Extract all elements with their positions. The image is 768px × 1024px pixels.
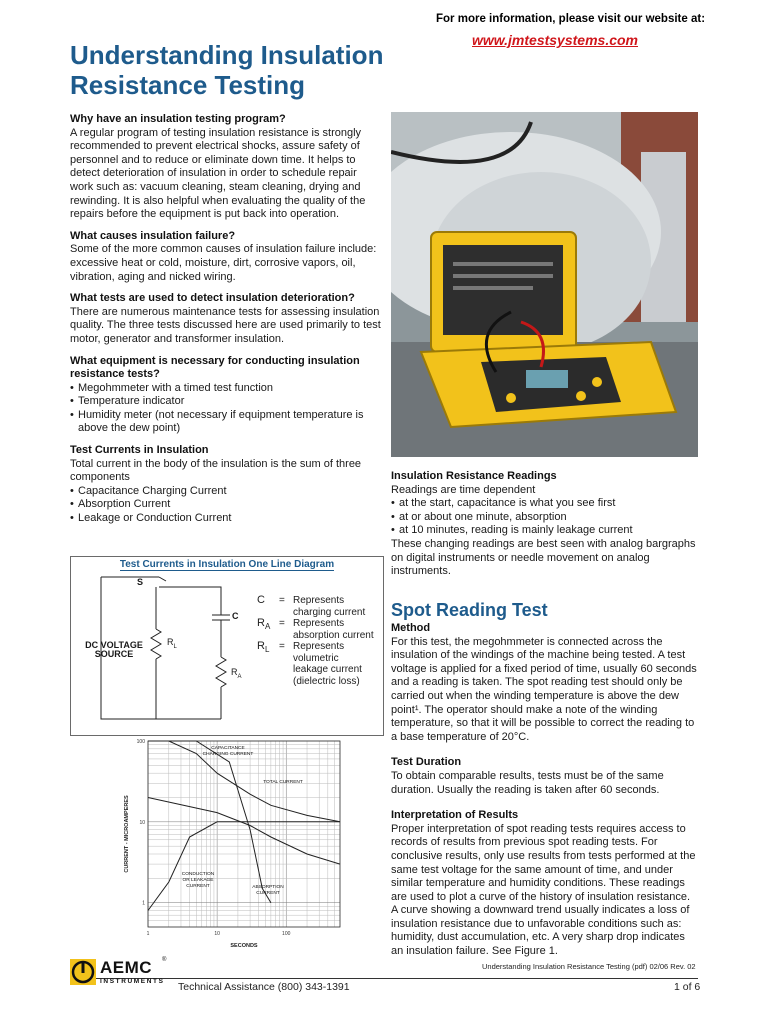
photo-illustration (391, 112, 698, 457)
list-item: • Absorption Current (70, 498, 382, 512)
y-tick-label: 1 (142, 900, 145, 907)
chart-annotation: CURRENT (186, 884, 210, 889)
page-number: 1 of 6 (674, 981, 701, 993)
logo-name: AEMC (100, 958, 153, 977)
c-label: C (232, 611, 239, 621)
section-heading: Why have an insulation testing program? (70, 113, 286, 125)
list-item: • Capacitance Charging Current (70, 485, 382, 499)
legend-row: C = Represents charging current (257, 594, 366, 618)
page-title-line-2: Resistance Testing (70, 70, 306, 100)
dc-source-line-2: SOURCE (94, 649, 134, 659)
x-tick-label: 10 (214, 931, 220, 937)
switch-label: S (137, 577, 144, 587)
dc-source-label (79, 641, 149, 659)
left-column (70, 113, 382, 534)
section-body: A regular program of testing insulation resistance is strongly recommended to prevent electrical shocks, assure safety of personnel and to reduce or eliminate down time. It helps to detect deterioration of insulation in order to schedule repair work such as: vacuum cleaning, steam cleaning, drying and rewinding. It is also helpful when evaluating the quality of the repairs before the equipment is put back into operation. (70, 126, 366, 221)
series-line-3 (148, 822, 340, 911)
ra-label: $R_A$ (231, 667, 242, 680)
list-item: • at the start, capacitance is what you see first (391, 497, 699, 511)
section-method (391, 622, 699, 744)
section-heading: What tests are used to detect insulation deterioration? (70, 292, 355, 305)
chart-annotation: ABSORPTION (252, 885, 284, 890)
one-line-diagram (70, 556, 384, 736)
list-item: • Temperature indicator (70, 395, 382, 409)
right-column-spot (391, 600, 699, 967)
x-axis-label: SECONDS (230, 943, 258, 949)
list-item: • Leakage or Conduction Current (70, 512, 382, 526)
section-equipment (70, 355, 382, 437)
y-tick-label: 100 (136, 739, 145, 745)
chart-annotation: TOTAL CURRENT (263, 780, 303, 785)
section-tests (70, 292, 382, 346)
y-tick-label: 10 (139, 819, 145, 826)
technical-assistance: Technical Assistance (800) 343-1391 (178, 981, 350, 993)
section-body-after: These changing readings are best seen with analog bargraphs on digital instruments or needle movement on analog instruments. (391, 537, 696, 578)
list-item: • Humidity meter (not necessary if equipment temperature is above the dew point) (70, 409, 382, 436)
section-interpretation (391, 809, 699, 959)
section-heading: Test Currents in Insulation (70, 444, 209, 457)
document-reference: Understanding Insulation Resistance Testing (pdf) 02/06 Rev. 02 (482, 962, 696, 971)
legend-row: $R_A$ = Represents absorption current (257, 617, 374, 641)
readings-list (391, 497, 699, 538)
diagram-legend (257, 595, 375, 687)
section-test-currents (70, 444, 382, 526)
page-title-line-1: Understanding Insulation (70, 40, 384, 70)
section-heading: Method (391, 622, 431, 634)
chart-annotation: CAPACITANCE (211, 746, 245, 751)
website-info-text: For more information, please visit our website at: (436, 13, 706, 25)
aemc-logo (70, 957, 170, 991)
section-body: Total current in the body of the insulation is the sum of three components (70, 457, 362, 484)
spot-reading-title: Spot Reading Test (391, 600, 548, 620)
diagram-title: Test Currents in Insulation One Line Diagram (119, 559, 335, 570)
logo-subtitle: INSTRUMENTS (100, 978, 165, 985)
website-link[interactable]: www.jmtestsystems.com (472, 32, 638, 48)
right-column-readings (391, 470, 699, 587)
list-item: • at or about one minute, absorption (391, 511, 699, 525)
section-why-testing (70, 113, 382, 222)
page-title (70, 40, 440, 100)
legend-row: $R_L$ = Represents volumetric leakage current (dielectric loss) (257, 640, 362, 687)
section-heading: Insulation Resistance Readings (391, 470, 557, 482)
chart-svg (118, 735, 380, 953)
chart-annotation: CONDUCTION (181, 872, 215, 877)
section-body: Proper interpretation of spot reading tests requires access to records of results from previous spot reading tests. For conclusive results, only use results from tests performed at the same test voltage for the same amount of time, and under similar temperature and humidity conditions. These readings are used to plot a curve of the history of insulation resistance. A curve showing a downward trend usually indicates a loss of insulation resistance due to unfavorable conditions such as: humidity, dust accumulation, etc. A very sharp drop indicates an insulation failure. See Figure 1. (391, 822, 696, 958)
currents-list (70, 485, 382, 526)
list-item: • Megohmmeter with a timed test function (70, 382, 382, 396)
section-heading: Interpretation of Results (391, 809, 519, 822)
logo-icon (70, 959, 96, 985)
section-body: To obtain comparable results, tests must be of the same duration. Usually the reading is taken after 60 seconds. (391, 769, 664, 796)
y-axis-label: CURRENT - MICROAMPERES (124, 795, 130, 873)
current-vs-time-chart (118, 735, 380, 953)
chart-annotation: CURRENT (256, 891, 280, 896)
x-tick-label: 100 (282, 931, 291, 937)
section-heading: What causes insulation failure? (70, 229, 236, 242)
section-causes (70, 230, 382, 284)
section-duration (391, 756, 699, 797)
dc-source-line-1: DC VOLTAGE (85, 640, 143, 650)
plot-frame (148, 741, 340, 927)
section-body: For this test, the megohmmeter is connected across the insulation of the windings of the machine being tested. A test voltage is applied for a fixed period of time, usually 60 seconds and a reading is taken. The spot reading test should only be carried out when the winding temperature is above the dew point¹. The operator should make a note of the winding temperature, so that it will be possible to correct the reading to a base temperature of 20°C. (391, 635, 697, 743)
section-body: There are numerous maintenance tests for assessing insulation quality. The three tests discussed here are used primarily to test motor, generator and transformer insulation. (70, 305, 381, 345)
section-readings (391, 470, 699, 579)
x-tick-label: 1 (146, 931, 150, 937)
section-body: Readings are time dependent (391, 483, 536, 496)
megohmmeter-photo (391, 112, 698, 457)
logo-registered: ® (162, 957, 167, 963)
equipment-list (70, 382, 382, 436)
list-item: • at 10 minutes, reading is mainly leakage current (391, 524, 699, 538)
section-heading: What equipment is necessary for conducting insulation resistance tests? (70, 354, 360, 381)
rl-label: $R_L$ (167, 637, 177, 650)
section-heading: Test Duration (391, 756, 462, 769)
chart-annotation: OR LEAKAGE (182, 878, 214, 883)
section-body: Some of the more common causes of insulation failure include: excessive heat or cold, moisture, dirt, corrosive vapors, oil, vibration, aging and nicked wiring. (70, 243, 377, 283)
chart-annotation: CHARGING CURRENT (202, 752, 254, 757)
